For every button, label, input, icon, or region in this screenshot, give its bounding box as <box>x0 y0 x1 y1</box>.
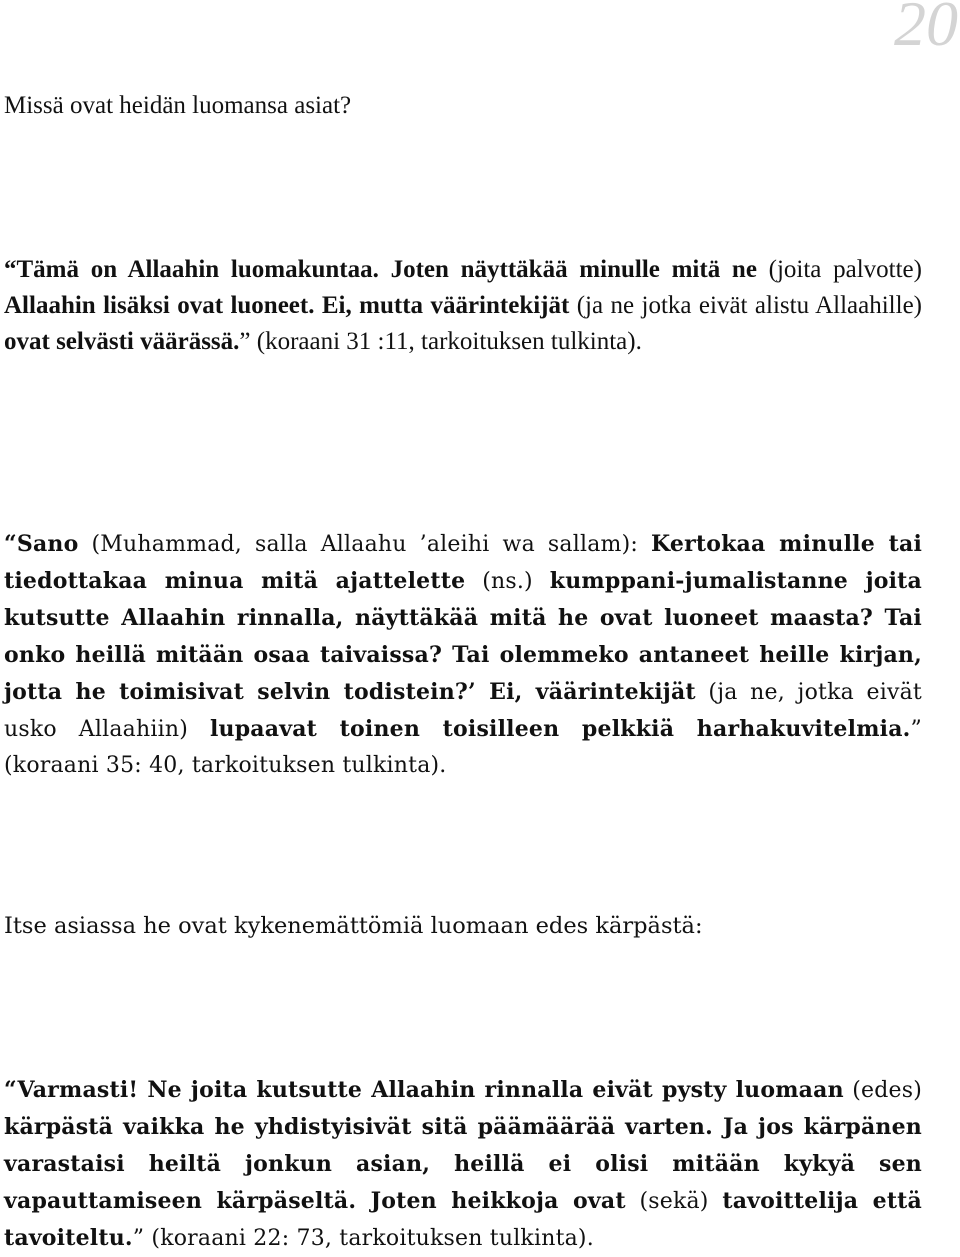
verse-citation: ” (koraani 22: 73, tarkoituksen tulkinta). <box>132 1226 594 1251</box>
verse-plain-text: (edes) <box>843 1078 922 1103</box>
verse-plain-text: (joita palvotte) <box>756 256 922 283</box>
verse-bold-text: “Varmasti! Ne joita kutsutte Allaahin rinnalla eivät pysty luomaan <box>4 1077 844 1103</box>
verse-quran-35-40 <box>4 526 922 784</box>
verse-citation: ” (koraani 31 :11, tarkoituksen tulkinta). <box>239 328 642 355</box>
verse-bold-text: “Tämä on Allaahin luomakuntaa. Joten näyttäkää minulle mitä ne <box>4 256 757 283</box>
verse-citation: ” (koraani 35: 40, tarkoituksen tulkinta). <box>4 717 922 778</box>
question-text: Missä ovat heidän luomansa asiat? <box>4 92 352 119</box>
verse-quran-31-11 <box>4 252 922 360</box>
verse-bold-text: “Sano <box>4 531 79 557</box>
verse-plain-text: (ja ne jotka eivät alistu Allaahille) <box>569 292 922 319</box>
verse-bold-text: kärpästä vaikka he yhdistyisivät sitä päämäärää varten. Ja jos kärpänen varastaisi heiltä jonkun asian, heillä ei olisi mitään kykyä sen vapauttamiseen kärpäseltä. Joten heikkoja ovat <box>4 1114 922 1214</box>
verse-plain-text: (Muhammad, salla Allaahu ’aleihi wa sallam): <box>78 532 652 557</box>
verse-plain-text: (ns.) <box>465 569 550 594</box>
verse-bold-text: lupaavat toinen toisilleen pelkkiä harhakuvitelmia. <box>209 716 911 742</box>
verse-bold-text: tavoittelija että tavoiteltu. <box>4 1188 922 1251</box>
verse-quran-22-73 <box>4 1072 922 1257</box>
verse-bold-text: ovat selvästi väärässä. <box>4 328 240 355</box>
verse-bold-text: kumppani-jumalistanne joita kutsutte Allaahin rinnalla, näyttäkää mitä he ovat luoneet maasta? Tai onko heillä mitään osaa taivaissa? Tai olemmeko antaneet heille kirjan, jotta he toimisivat selvin todistein?’ Ei, väärintekijät <box>4 568 922 705</box>
statement-paragraph <box>4 908 922 944</box>
verse-plain-text: (ja ne, jotka eivät usko Allaahiin) <box>4 680 922 742</box>
page-number: 20 <box>894 0 958 59</box>
verse-bold-text: Allaahin lisäksi ovat luoneet. Ei, mutta väärintekijät <box>4 292 570 319</box>
question-paragraph <box>4 88 922 124</box>
statement-text: Itse asiassa he ovat kykenemättömiä luomaan edes kärpästä: <box>4 913 703 939</box>
verse-plain-text: (sekä) <box>625 1189 723 1214</box>
verse-bold-text: Kertokaa minulle tai tiedottakaa minua mitä ajattelette <box>4 531 923 594</box>
